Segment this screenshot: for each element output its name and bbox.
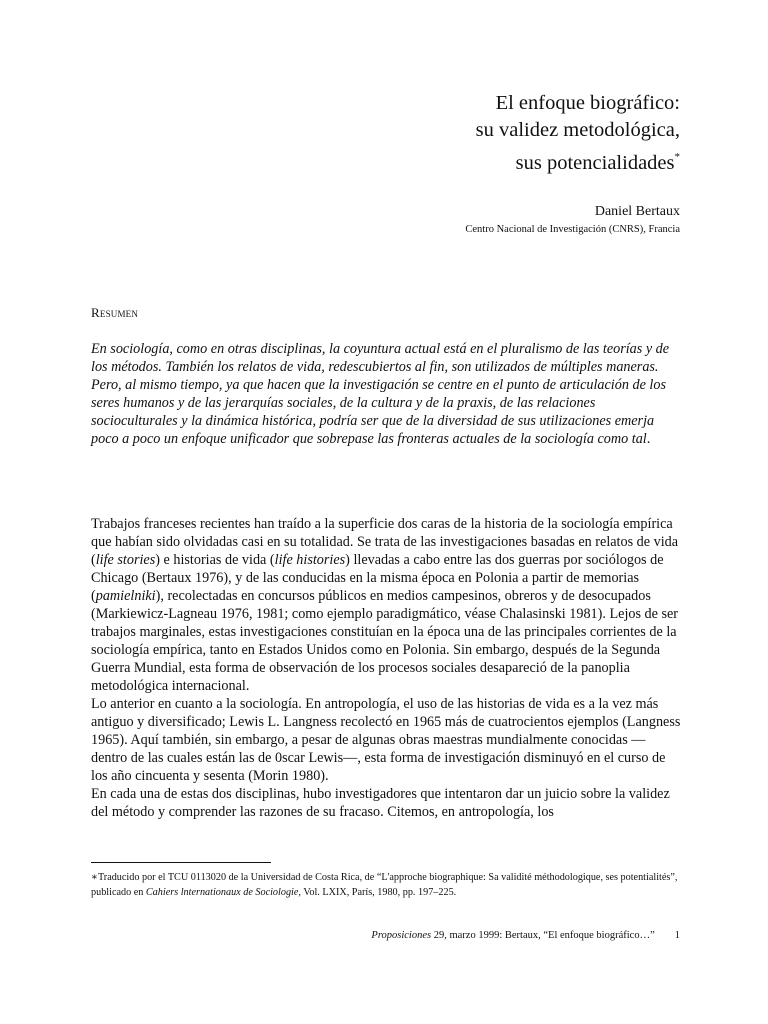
paragraph-1-part-c: ) llevadas a cabo entre las dos guerras por sociólogos de Chicago (Bertaux 1976), y de las conducidas en la misma época en Polonia a partir de memorias ( [91, 552, 664, 604]
abstract-end-period: . [646, 431, 651, 447]
abstract-text [91, 340, 681, 448]
abstract-heading: Resumen [91, 305, 139, 320]
paragraph-2: Lo anterior en cuanto a la sociología. En antropología, el uso de las historias de vida es a la vez más antiguo y diversificado; Lewis L. Langness recolectó en 1965 más de cuatrocientos ejemplos (Langness 1965). Aquí también, sin embargo, a pesar de algunas obras maestras mundialmente conocidas —dentro de las cuales están las de 0scar Lewis—, esta forma de investigación disminuyó en el curso de los año cincuenta y sesenta (Morin 1980). [91, 696, 681, 784]
footer-journal: Proposiciones [371, 930, 432, 941]
paragraph-1-part-a: Trabajos franceses recientes han traído a la superficie dos caras de la historia de la sociología empírica que habían sido olvidadas casi en su totalidad. Se trata de las investigaciones basadas en relatos de vida ( [91, 516, 679, 568]
paragraph-1-part-b: ) e historias de vida ( [155, 552, 275, 568]
title-line-1: El enfoque biográfico: [495, 92, 680, 114]
page-number: 1 [674, 930, 680, 941]
footnote-journal: Cahiers lnternationaux de Sociologie [145, 887, 299, 898]
footnote-text-b: , Vol. LXIX, París, 1980, pp. 197–225. [298, 887, 457, 898]
page-footer [371, 930, 680, 941]
title-line-3 [476, 144, 680, 177]
footnote [91, 870, 691, 900]
footnote-text-a: Traducido por el TCU 0113020 de la Universidad de Costa Rica, de “L'approche biographique: Sa validité méthodologique, ses potentialités”, publicado en [91, 872, 678, 898]
term-life-histories: life histories [274, 552, 346, 568]
author-affiliation: Centro Nacional de Investigación (CNRS), Francia [465, 224, 680, 235]
term-life-stories: life stories [95, 552, 156, 568]
paragraph-3: En cada una de estas dos disciplinas, hubo investigadores que intentaron dar un juicio sobre la validez del método y comprender las razones de su fracaso. Citemos, en antropología, los [91, 786, 670, 820]
article-title [476, 90, 680, 177]
title-line-2: su validez metodológica, [475, 119, 680, 141]
title-line-3-text: sus potencialidades [515, 152, 675, 174]
footnote-marker: ∗ [91, 872, 98, 883]
footer-citation: 29, marzo 1999: Bertaux, “El enfoque biográfico…” [431, 930, 655, 941]
article-body [91, 515, 681, 821]
abstract-body: En sociología, como en otras disciplinas, la coyuntura actual está en el pluralismo de las teorías y de los métodos. También los relatos de vida, redescubiertos al fin, son utilizados de múltiples maneras. Pero, al mismo tiempo, ya que hacen que la investigación se centre en el punto de articulación de los seres humanos y de las jerarquías sociales, de la cultura y de la praxis, de las relaciones socioculturales y la dinámica histórica, podría ser que de la diversidad de sus utilizaciones emerja poco a poco un enfoque unificador que sobrepase las fronteras actuales de la sociología como tal [91, 341, 670, 447]
title-footnote-marker[interactable]: * [674, 151, 680, 163]
term-pamielniki: pamielniki [95, 588, 156, 604]
footnote-divider [91, 862, 271, 863]
paragraph-1-part-d: ), recolectadas en concursos públicos en medios campesinos, obreros y de desocupados (Markiewicz-Lagneau 1976, 1981; como ejemplo paradigmático, véase Chalasinski 1981). Lejos de ser trabajos marginales, estas investigaciones constituían en la época una de las principales corrientes de la sociología empírica, tanto en Estados Unidos como en Polonia. Sin embargo, después de la Segunda Guerra Mundial, esta forma de observación de los procesos sociales desapareció de la panoplia metodológica internacional. [91, 588, 679, 694]
author-name: Daniel Bertaux [594, 204, 680, 219]
paragraph-1 [91, 515, 681, 695]
